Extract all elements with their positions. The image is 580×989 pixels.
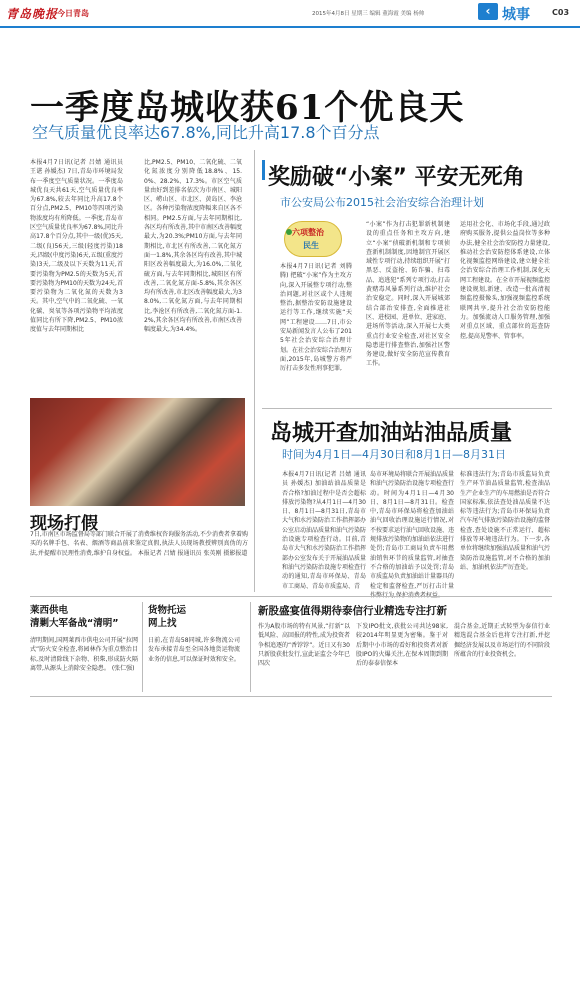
reward-column-1: 本报4月7日讯(记者 刘腾腾) 把破“小案”作为主攻方向,深入开展整专项行动,整治问题,对社区或个人违规整治,据整治安防设施建设运行等工作,继续实施“天网”工程建设……7日,市公安局新闻发言人公布了2015年社会治安综合治理计划。在社会治安综合治理方面,2015年,岛城警方将严厉打击多发性刑事犯罪, xyxy=(280,263,353,373)
reward-column-2: “小案”作为打击犯罪新机制建设的重点任务和主攻方向,建立“小案”侦破新机制和专项侦查新机制制度,因地制宜开展区域性专项行动,持续组织开展“打黑恶、反盗抢、防诈骗、扫毒品、追逃犯”系列专项行动,打击黄赌毒风暴系列行动,维护社会治安稳定。同时,深入开展城郊结合部治安排查,全面推进社区、进校园、进单位、进家庭、进场所等活动,深入开展七大类重点行业安全检查,对社区安全隐患进行排查整治,加强社区警务建设,做好安全防范宣传教育工作。 xyxy=(366,221,451,368)
stocks-column-2: 下发IPO批文,获批公司共达98家,较2014年明显更为密集。鉴于对后期中小市场的看好和投资者对新股IPO的火爆关注,在保本周期到期后的泰泰信保本 xyxy=(356,623,448,668)
short-item-divider-2 xyxy=(250,602,251,692)
reward-headline: 奖励破“小案” 平安无死角 xyxy=(268,165,525,190)
lower-divider xyxy=(30,596,552,597)
cargo-title-line2: 网上找 xyxy=(148,618,177,629)
newspaper-logo: 青岛晚报 xyxy=(6,7,59,21)
story-divider xyxy=(262,408,552,409)
cargo-body: 日前,在青岛58同城,许多物流公司发布承接青岛至全国各地货运物流业务的信息,可以保证时效和安全。 xyxy=(148,637,240,663)
stocks-column-3: 混合基金,近期正式转型为泰信行业精选混合基金后也将专注打新,并挖掘经济发展以及市场运行的不同阶段所蕴含的行业投资机会。 xyxy=(454,623,551,658)
lead-column-2: 比,PM2.5、PM10、二氧化硫、二氧化氮浓度分别降低18.8%、15.0%、28.2%、17.3%。市区空气质量由好到差排名依次为市南区、城阳区、崂山区、市北区、黄岛区、李沧区。各种污染物浓度降幅来自区各不相同。PM2.5方面,与去年同期相比,各区均有所改善,其中市南区改善幅度最大,为20.3%;PM10方面,与去年同期相比,市北区有所改善,二氧化氮方面一1.8%,其余各区均有改善,其中城阳区改善幅度最大,为16.0%,二氧化硫方面,与去年同期相比,城阳区有所改善,二氧化氮方面-5.8%,其余各区均有所改善,市北区改善幅度最大,为38.0%,二氧化氮方面,与去年同期相比,李沧区有所改善,二氧化氮方面-1.2%,其余各区均有所改善,市南区改善幅度最大,为34.4%。 xyxy=(144,159,242,334)
campaign-logo-line1: 六项整治 xyxy=(292,228,324,237)
cargo-title xyxy=(148,604,186,630)
page-bottom-rule xyxy=(30,696,552,697)
lead-column-1: 本报4月7日讯(记者 吕婧 通讯员 王谌 孙媛杰) 7日,青岛市环境局发布一季度空气质量状况。一季度岛城优良天共61天,空气质量优良率为67.8%,较去年同比升高17.8个百分点,PM2.5、PM10等四项污染物浓度均有所降低。一季度,青岛市区空气质量优良率为67.8%,同比升高17.8个百分点,其中一级(优)5天,二级(良)56天,三级(轻度污染)18天,四级(中度污染)6天,五级(重度污染)3天,二级及以下天数为11天,首要污染物为PM2.5的天数为5天,首要污染物为PM10的天数为24天,首要污染物为二氧化氮的天数为3天。其中,空气中的二氧化硫、一氧化碳、臭氧等各项污染物平均浓度值同比有所下降,PM2.5、PM10浓度值与去年同期相比 xyxy=(30,159,123,334)
reward-subhead: 市公安局公布2015社会治安综合治理计划 xyxy=(280,196,484,209)
column-divider xyxy=(254,150,255,592)
laixi-title-line2: 清剿大军备战“清明” xyxy=(30,618,119,629)
campaign-logo-line2: 民生 xyxy=(303,241,319,250)
lead-subhead: 空气质量优良率达67.8%,同比升高17.8个百分点 xyxy=(32,123,380,142)
reward-column-3: 运用社会化、市场化手段,通过政府购买服务,提供公益岗位等多种办法,健全社会治安防控力量建设,推动社会治安防控体系建设,立体化视频监控网络建设,建立健全社会治安综合治理工作机制,深化天网工程建设。在全市开展视频监控建设规划,新建、改造一批高清视频监控摄像头,加强视频监控系统联网共享,提升社会治安防控能力。加强流动人口服务管理,加强对重点区域、重点部位的巡查防控,提高见警率、管事率。 xyxy=(460,221,551,340)
short-item-divider xyxy=(142,602,143,692)
gas-headline: 岛城开查加油站油品质量 xyxy=(270,421,513,446)
page-number: C03 xyxy=(552,8,570,17)
laixi-title xyxy=(30,604,119,630)
photo-story-title: 现场打假 xyxy=(30,514,98,534)
gas-column-3: 标准违法行为;青岛市质监局负责生产环节油品质量监管,检查油品生产企业生产的车用燃油是否符合国家标准,依法查处油品质量不达标等违法行为;青岛市环保局负责汽车尾气排放污染防治设施的监督检查,查处设施不正常运行、超标排放等环境违法行为。下一步,各单位将继续加强油品质量和油气污染防治设施监管,对不合格的加油站、加油机依法严厉查处。 xyxy=(460,471,551,571)
lead-headline: 一季度岛城收获61个优良天 xyxy=(30,88,465,128)
counterfeit-check-photo xyxy=(30,398,245,506)
section-tag: 今日青岛 xyxy=(57,9,89,18)
cargo-title-line1: 货物托运 xyxy=(148,605,187,616)
issue-meta: 2015年4月8日 星期三 编辑 董海霞 美编 杨帅 xyxy=(312,11,425,17)
laixi-body: 清明期间,国网莱西市供电公司开展“拉网式”防火安全检查,将园林作为重点整治目标,及时清除线下杂物、积柴,形成防火隔离带,从源头上消除安全隐患。 (张仁强) xyxy=(30,637,138,672)
gas-column-1: 本报4月7日讯(记者 吕婧 通讯员 孙媛杰) 加油站油品质量是否合格?加油过程中是否会超标排放污染物?从4月1日—4月30日、8月1日—8月31日,青岛市大气和水污染防治工作指挥部办公室启动油品质量和油气污染防治设施专项检查行动。目前,青岛市大气和水污染防治工作指挥部办公室发布关于开展油品质量和油气污染防治设施专项检查行动的通知,青岛市环保局、青岛市工商局、青岛市质监局、青 xyxy=(282,471,367,590)
header-rule xyxy=(0,26,580,28)
section-marker xyxy=(262,160,265,180)
chevron-left-icon: ‹ xyxy=(478,3,498,20)
stocks-headline: 新股盛宴值得期待泰信行业精选专注打新 xyxy=(258,605,447,617)
laixi-title-line1: 莱西供电 xyxy=(30,605,69,616)
section-name: 城事 xyxy=(502,7,530,23)
gas-column-2: 岛市环境局将联合开展油品质量和油气污染防治设施专项检查行动。时间为4月1日—4月30日、8月1日—8月31日。检查中,青岛市环保局将检查加油站油气回收治理设施运行情况,对不按要求运行油气回收设施、违规排放污染物的加油站依法进行处罚;青岛市工商局负责车用燃油销售环节的质量监管,对抽查不合格的加油站予以处罚;青岛市质监局负责加油站计量器具的检定和监督检查,严厉打击计量 xyxy=(370,471,455,590)
gas-subhead: 时间为4月1日—4月30日和8月1日—8月31日 xyxy=(282,448,506,461)
photo-story-caption: 7日,市南区市场监督局等部门联合开展了消费维权咨询服务活动,不少消费者拿着购买的名牌手包、名表、烟酒等商品前来鉴定真假,执法人员现场教授辨别真伪的方法,并提醒市民理性消费,维护自身权益。 本报记者 吕婧 报通讯员 张英刚 摄影报道 xyxy=(30,531,248,557)
stocks-column-1: 作为A股市场的特有风景,“打新“以低风险、高回报的特性,成为投资者争相追逐的“香饽饽”。近日又有30只新股获批发行,宣此证监会今年已四次 xyxy=(258,623,350,668)
